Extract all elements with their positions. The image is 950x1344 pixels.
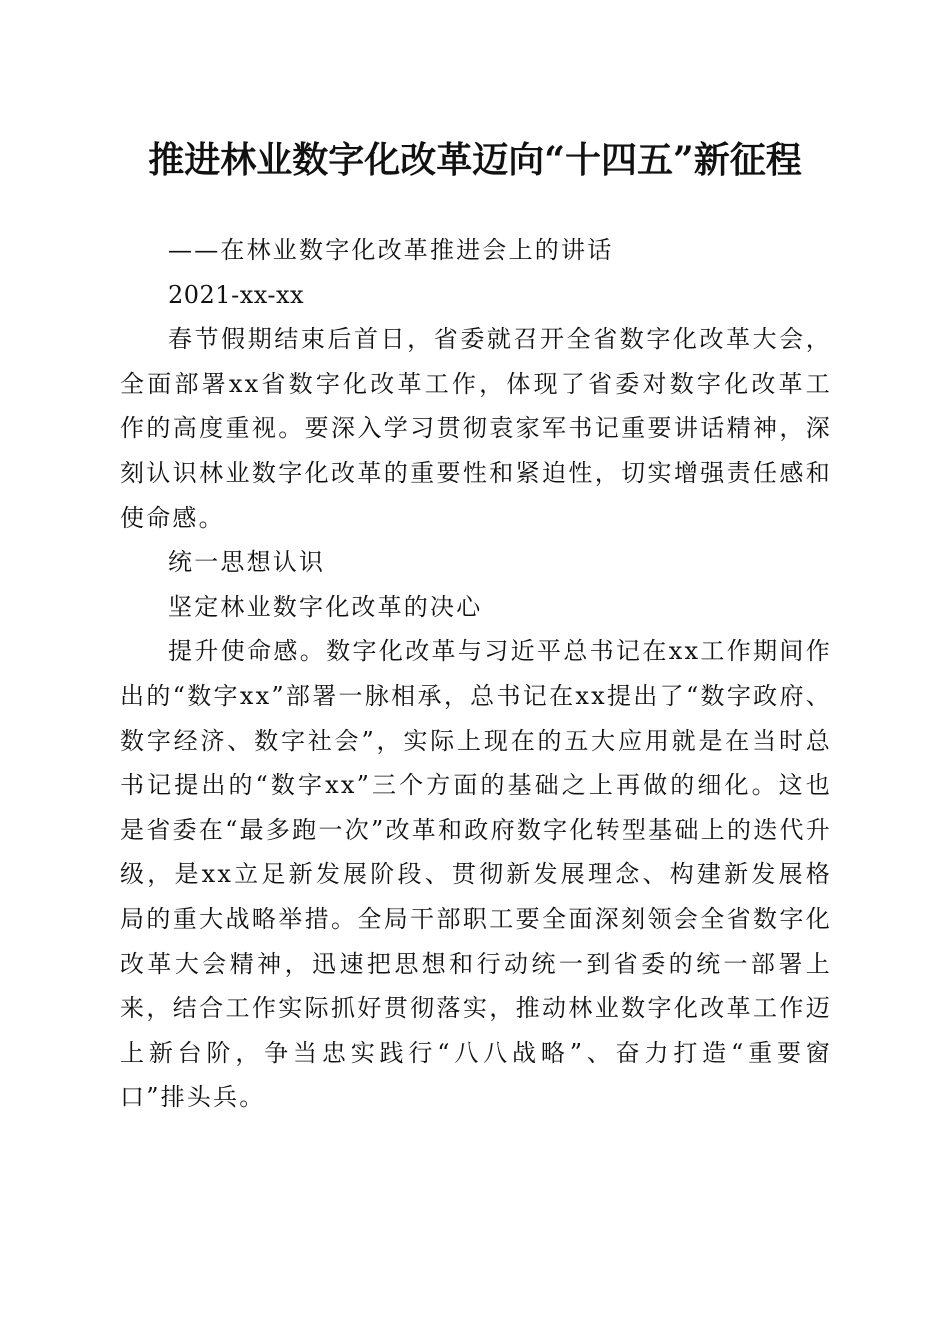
subsection-heading: 坚定林业数字化改革的决心	[168, 592, 483, 621]
document-date: 2021-xx-xx	[168, 280, 305, 309]
section-heading: 统一思想认识	[168, 548, 326, 577]
document-subtitle: ——在林业数字化改革推进会上的讲话	[168, 236, 614, 264]
document-title: 推进林业数字化改革迈向“十四五”新征程	[148, 139, 802, 181]
paragraph-mission: 提升使命感。数字化改革与习近平总书记在xx工作期间作出的“数字xx”部署一脉相承，总书记在xx提出了“数字政府、数字经济、数字社会”，实际上现在的五大应用就是在当时总书记提出的“数字xx”三个方面的基础之上再做的细化。这也是省委在“最多跑一次”改革和政府数字化转型基础上的迭代升级，是xx立足新发展阶段、贯彻新发展理念、构建新发展格局的重大战略举措。全局干部职工要全面深刻领会全省数字化改革大会精神，迅速把思想和行动统一到省委的统一部署上来，结合工作实际抓好贯彻落实，推动林业数字化改革工作迈上新台阶，争当忠实践行“八八战略”、奋力打造“重要窗口”排头兵。	[120, 637, 832, 1112]
document-body	[120, 228, 832, 1120]
paragraph-intro: 春节假期结束后首日，省委就召开全省数字化改革大会，全面部署xx省数字化改革工作，体现了省委对数字化改革工作的高度重视。要深入学习贯彻袁家军书记重要讲话精神，深刻认识林业数字化改革的重要性和紧迫性，切实增强责任感和使命感。	[120, 325, 832, 532]
